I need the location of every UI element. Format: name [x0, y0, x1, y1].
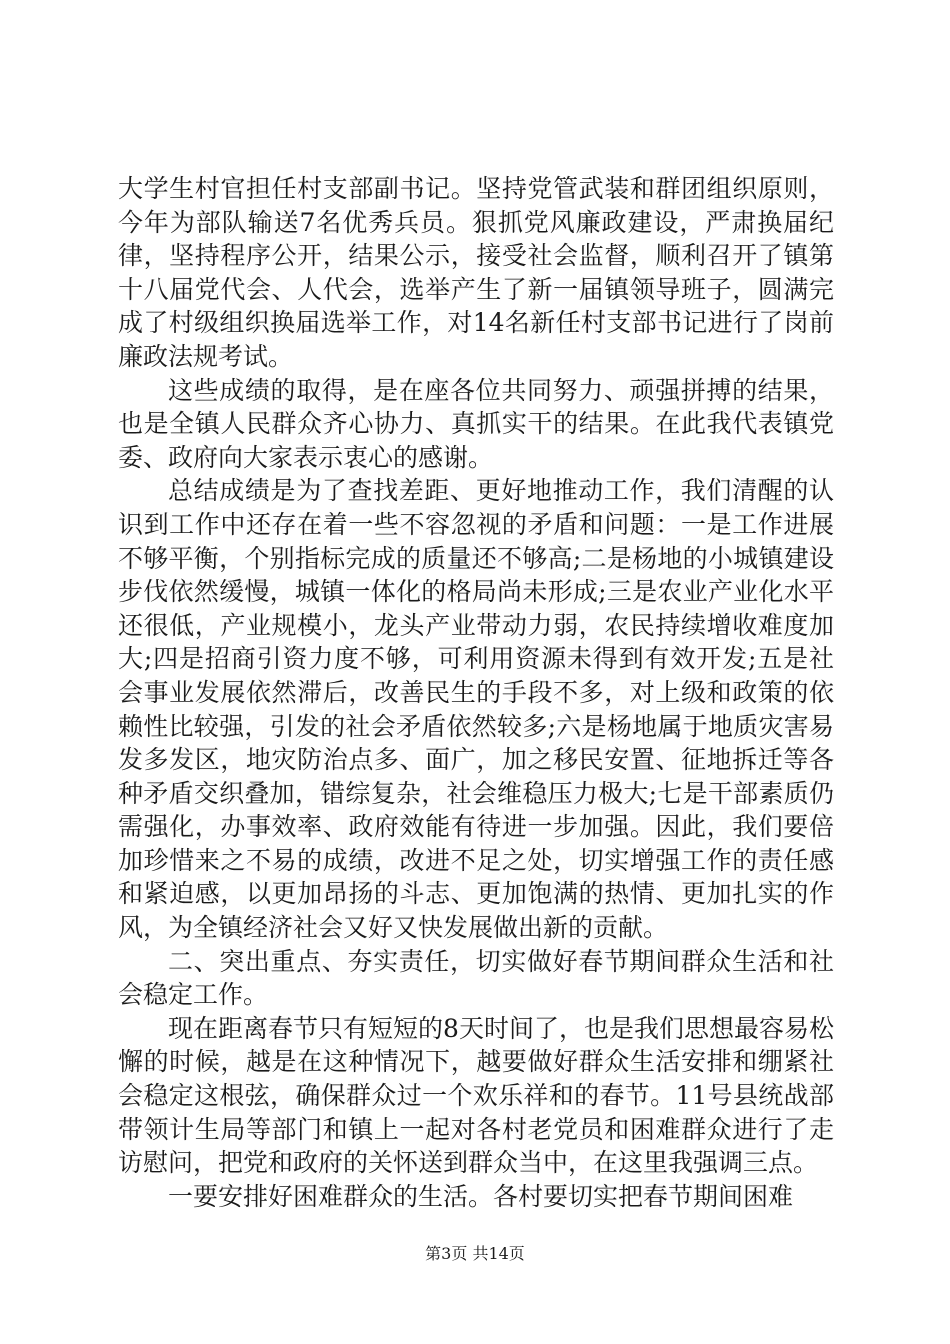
paragraph-5: 现在距离春节只有短短的8天时间了，也是我们思想最容易松懈的时候，越是在这种情况下，越要做好群众生活安排和绷紧社会稳定这根弦，确保群众过一个欢乐祥和的春节。11号县统战部带领计生局等部门和镇上一起对各村老党员和困难群众进行了走访慰问，把党和政府的关怀送到群众当中，在这里我强调三点。 [118, 1013, 834, 1178]
paragraph-3: 总结成绩是为了查找差距、更好地推动工作，我们清醒的认识到工作中还存在着一些不容忽视的矛盾和问题：一是工作进展不够平衡，个别指标完成的质量还不够高;二是杨地的小城镇建设步伐依然缓慢，城镇一体化的格局尚未形成;三是农业产业化水平还很低，产业规模小，龙头产业带动力弱，农民持续增收难度加大;四是招商引资力度不够，可利用资源未得到有效开发;五是社会事业发展依然滞后，改善民生的手段不多，对上级和政策的依赖性比较强，引发的社会矛盾依然较多;六是杨地属于地质灾害易发多发区，地灾防治点多、面广，加之移民安置、征地拆迁等各种矛盾交织叠加，错综复杂，社会维稳压力极大;七是干部素质仍需强化，办事效率、政府效能有待进一步加强。因此，我们要倍加珍惜来之不易的成绩，改进不足之处，切实增强工作的责任感和紧迫感，以更加昂扬的斗志、更加饱满的热情、更加扎实的作风，为全镇经济社会又好又快发展做出新的贡献。 [118, 476, 834, 943]
paragraph-1: 大学生村官担任村支部副书记。坚持党管武装和群团组织原则，今年为部队输送7名优秀兵员。狠抓党风廉政建设，严肃换届纪律，坚持程序公开，结果公示，接受社会监督，顺利召开了镇第十八届党代会、人代会，选举产生了新一届镇领导班子，圆满完成了村级组织换届选举工作，对14名新任村支部书记进行了岗前廉政法规考试。 [118, 174, 834, 371]
section-heading: 二、突出重点、夯实责任，切实做好春节期间群众生活和社会稳定工作。 [118, 946, 834, 1010]
paragraph-6: 一要安排好困难群众的生活。各村要切实把春节期间困难 [168, 1181, 794, 1211]
paragraph-2: 这些成绩的取得，是在座各位共同努力、顽强拼搏的结果，也是全镇人民群众齐心协力、真抓实干的结果。在此我代表镇党委、政府向大家表示衷心的感谢。 [118, 375, 834, 472]
page-footer [0, 1243, 950, 1265]
document-body [118, 172, 834, 1213]
page-number: 第3页 共14页 [425, 1244, 525, 1263]
